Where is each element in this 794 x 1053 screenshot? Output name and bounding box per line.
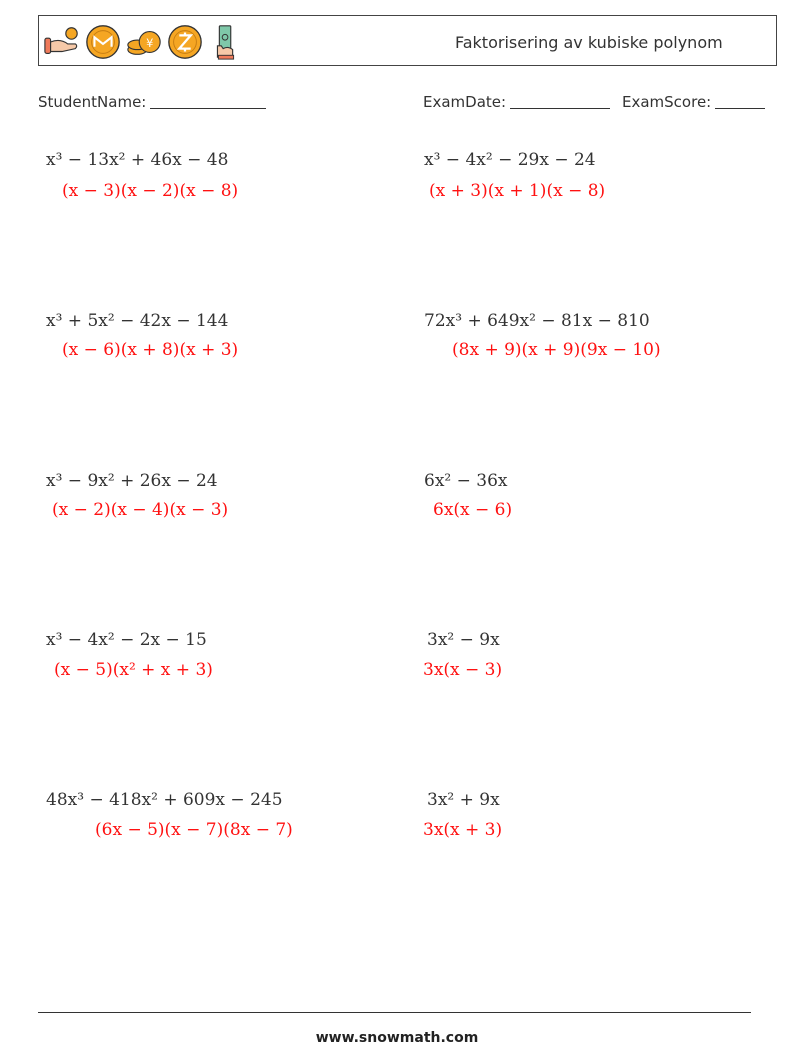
svg-text:¥: ¥ xyxy=(146,35,154,50)
student-name-blank xyxy=(150,94,266,109)
exam-date-field xyxy=(423,93,610,111)
problem-6-expression: 6x² − 36x xyxy=(424,471,508,491)
problem-10-expression: 3x² + 9x xyxy=(427,790,500,810)
exam-date-label: ExamDate: xyxy=(423,93,507,111)
worksheet-header xyxy=(38,15,777,66)
problem-7-expression: x³ − 4x² − 2x − 15 xyxy=(46,630,207,650)
student-name-label: StudentName: xyxy=(38,93,147,111)
exam-score-label: ExamScore: xyxy=(622,93,712,111)
monero-coin-icon xyxy=(84,23,122,61)
problem-6-answer: 6x(x − 6) xyxy=(433,500,513,520)
problem-3-answer: (x − 6)(x + 8)(x + 3) xyxy=(62,340,239,360)
problem-2-expression: x³ − 4x² − 29x − 24 xyxy=(424,150,596,170)
problem-10-answer: 3x(x + 3) xyxy=(423,820,503,840)
problem-5-expression: x³ − 9x² + 26x − 24 xyxy=(46,471,218,491)
problem-1-expression: x³ − 13x² + 46x − 48 xyxy=(46,150,229,170)
worksheet-title: Faktorisering av kubiske polynom xyxy=(455,33,723,52)
problem-3-expression: x³ + 5x² − 42x − 144 xyxy=(46,311,229,331)
problem-7-answer: (x − 5)(x² + x + 3) xyxy=(54,660,213,680)
problem-2-answer: (x + 3)(x + 1)(x − 8) xyxy=(429,181,606,201)
yen-coins-stack-icon xyxy=(125,23,163,61)
footer-url[interactable]: www.snowmath.com xyxy=(315,1030,479,1046)
problem-8-answer: 3x(x − 3) xyxy=(423,660,503,680)
hand-coin-icon xyxy=(43,23,81,61)
problem-8-expression: 3x² − 9x xyxy=(427,630,500,650)
problem-5-answer: (x − 2)(x − 4)(x − 3) xyxy=(52,500,229,520)
problem-9-expression: 48x³ − 418x² + 609x − 245 xyxy=(46,790,283,810)
exam-score-field xyxy=(622,93,765,111)
problem-1-answer: (x − 3)(x − 2)(x − 8) xyxy=(62,181,239,201)
exam-date-blank xyxy=(510,94,610,109)
exam-score-blank xyxy=(715,94,765,109)
hand-banknote-icon xyxy=(207,23,245,61)
zcash-coin-icon xyxy=(166,23,204,61)
header-icons xyxy=(43,22,245,62)
problem-4-expression: 72x³ + 649x² − 81x − 810 xyxy=(424,311,650,331)
problem-4-answer: (8x + 9)(x + 9)(9x − 10) xyxy=(452,340,661,360)
footer-divider xyxy=(38,1012,751,1013)
student-name-field xyxy=(38,93,266,111)
problem-9-answer: (6x − 5)(x − 7)(8x − 7) xyxy=(95,820,293,840)
